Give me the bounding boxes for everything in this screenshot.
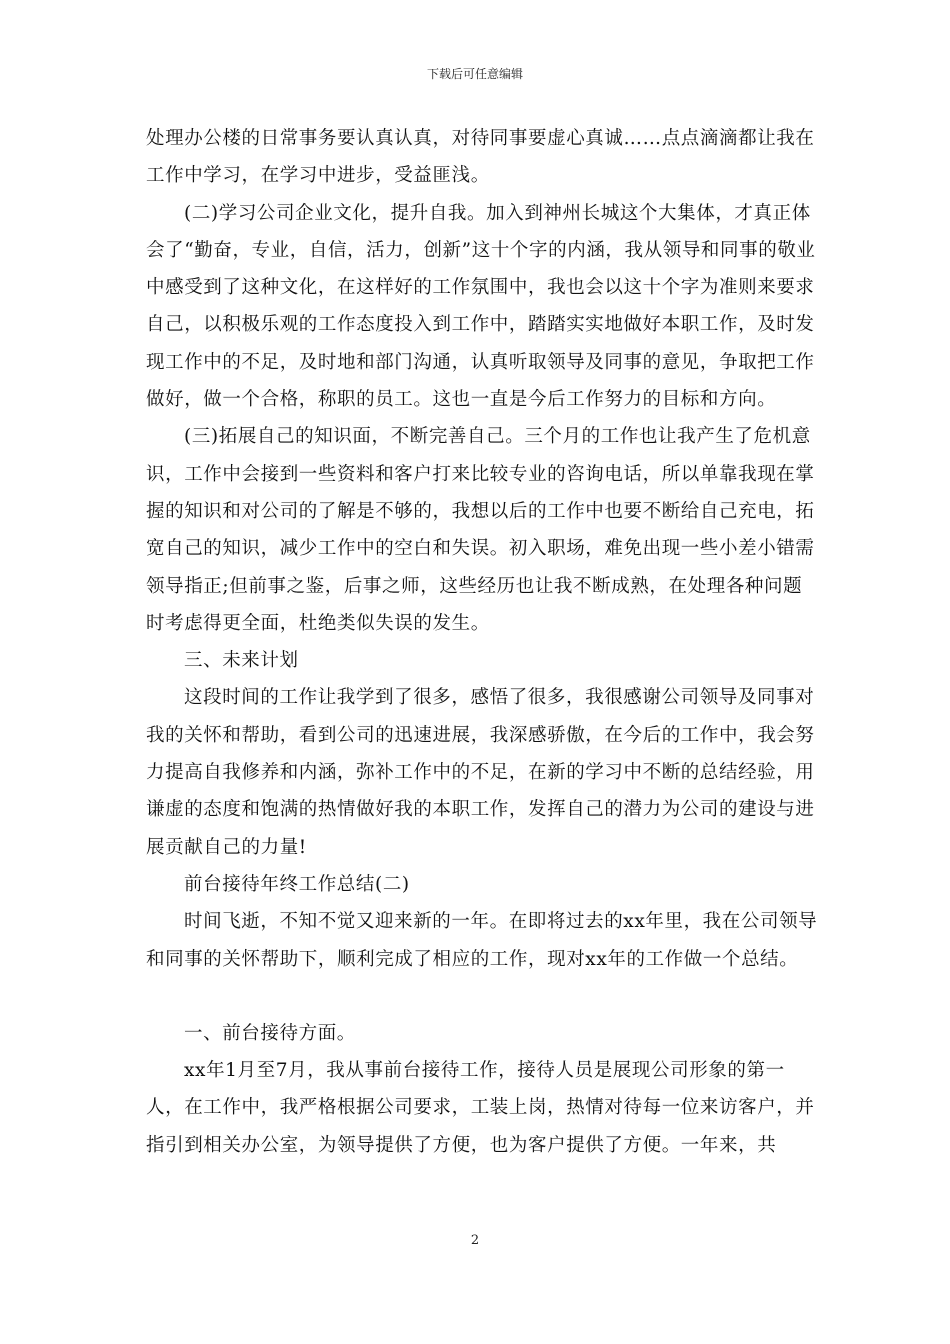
paragraph-future-plan: 这段时间的工作让我学到了很多，感悟了很多，我很感谢公司领导及同事对我的关怀和帮助，看到公司的迅速进展，我深感骄傲，在今后的工作中，我会努力提高自我修养和内涵，弥补工作中的不足，在新的学习中不断的总结经验，用谦虚的态度和饱满的热情做好我的本职工作，发挥自己的潜力为公司的建设与进展贡献自己的力量! xyxy=(146,687,815,858)
subtitle-summary-two: 前台接待年终工作总结(二) xyxy=(184,873,410,895)
paragraph-knowledge: (三)拓展自己的知识面，不断完善自己。三个月的工作也让我产生了危机意识，工作中会接到一些资料和客户打来比较专业的咨询电话，所以单靠我现在掌握的知识和对公司的了解是不够的，我想以后的工作中也要不断给自己充电，拓宽自己的知识，减少工作中的空白和失误。初入职场，难免出现一些小差小错需领导指正;但前事之鉴，后事之师，这些经历也让我不断成熟，在处理各种问题时考虑得更全面，杜绝类似失误的发生。 xyxy=(146,426,815,634)
section-heading-future-plan: 三、未来计划 xyxy=(184,650,299,672)
paragraph-continuation: 处理办公楼的日常事务要认真认真，对待同事要虚心真诚……点点滴滴都让我在工作中学习，在学习中进步，受益匪浅。 xyxy=(146,128,815,187)
page-header: 下载后可任意编辑 xyxy=(426,67,523,81)
section-heading-reception: 一、前台接待方面。 xyxy=(184,1022,356,1044)
page-number: 2 xyxy=(470,1233,480,1248)
paragraph-company-culture: (二)学习公司企业文化，提升自我。加入到神州长城这个大集体，才真正体会了“勤奋，专业，自信，活力，创新”这十个字的内涵，我从领导和同事的敬业中感受到了这种文化，在这样好的工作氛围中，我也会以这十个字为准则来要求自己，以积极乐观的工作态度投入到工作中，踏踏实实地做好本职工作，及时发现工作中的不足，及时地和部门沟通，认真听取领导及同事的意见，争取把工作做好，做一个合格，称职的员工。这也一直是今后工作努力的目标和方向。 xyxy=(146,202,816,411)
paragraph-intro: 时间飞逝，不知不觉又迎来新的一年。在即将过去的xx年里，我在公司领导和同事的关怀帮助下，顺利完成了相应的工作，现对xx年的工作做一个总结。 xyxy=(146,911,818,970)
paragraph-reception: xx年1月至7月，我从事前台接待工作，接待人员是展现公司形象的第一人，在工作中，我严格根据公司要求，工装上岗，热情对待每一位来访客户，并指引到相关办公室，为领导提供了方便，也为客户提供了方便。一年来，共 xyxy=(146,1060,815,1156)
document-body xyxy=(146,120,818,1164)
